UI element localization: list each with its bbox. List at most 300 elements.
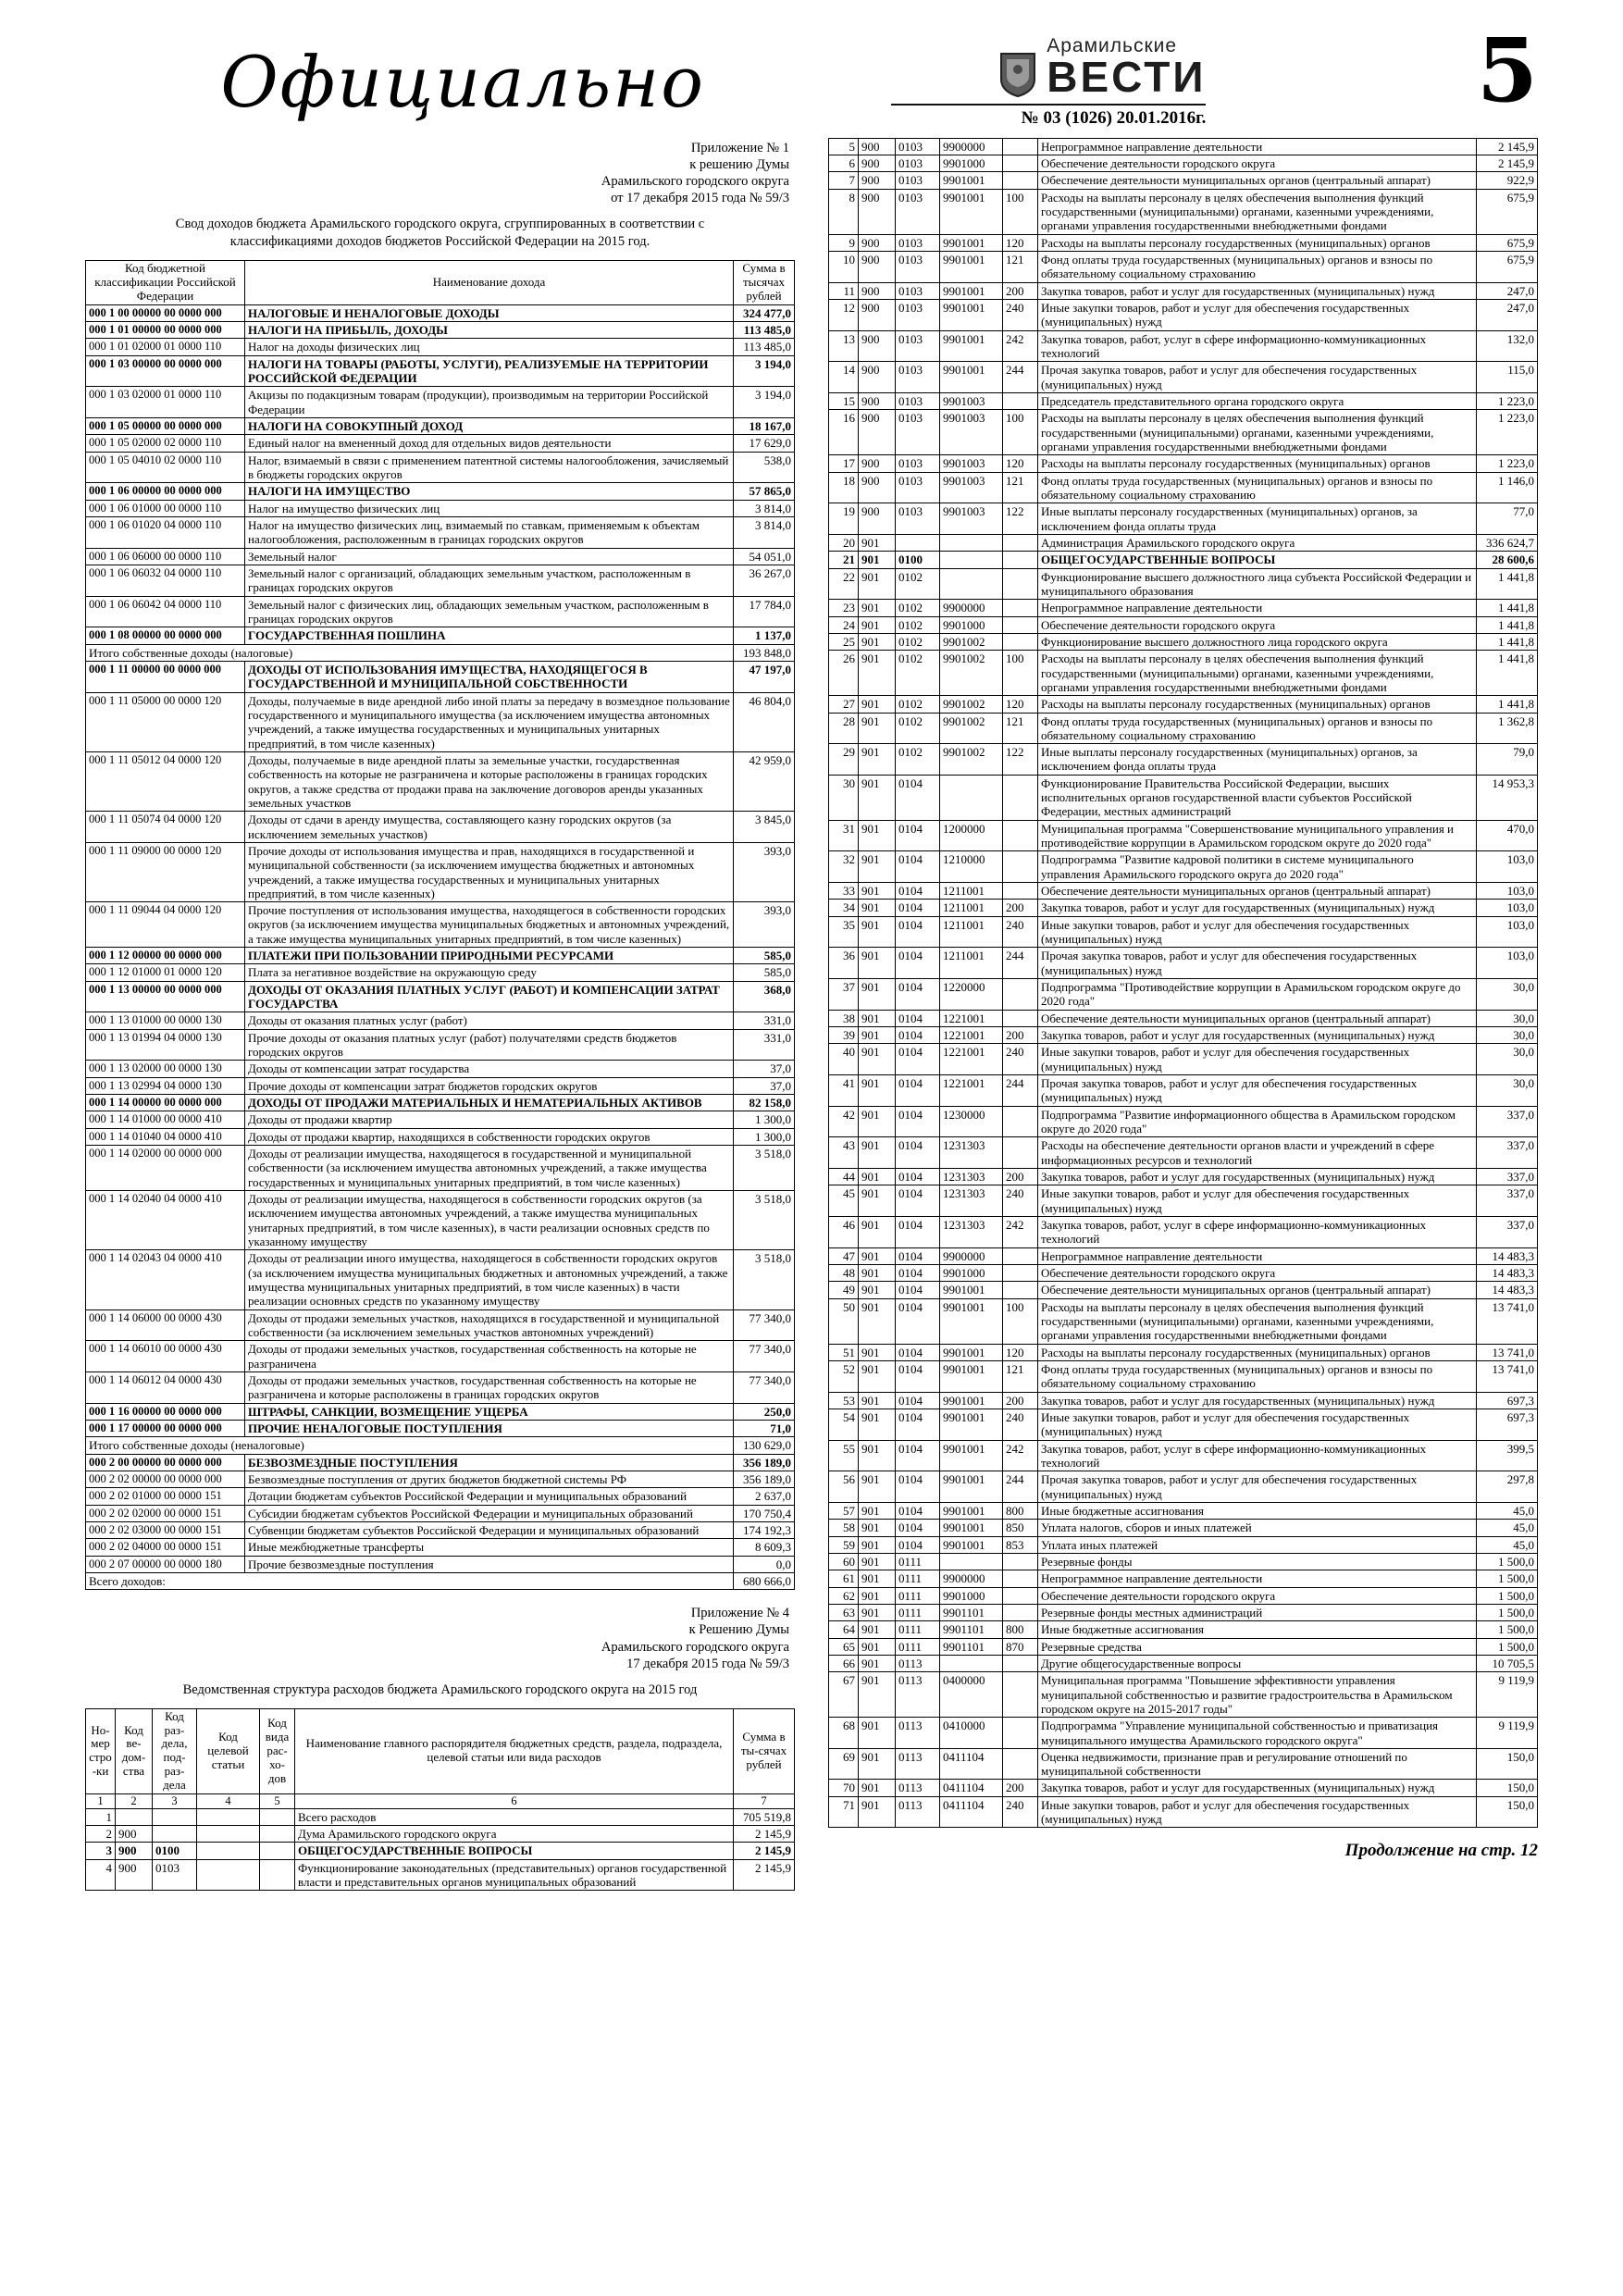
cell: 900 <box>116 1843 153 1859</box>
cell: Закупка товаров, работ и услуг для государственных (муниципальных) нужд <box>1038 1780 1477 1796</box>
appendix1-note <box>85 140 789 207</box>
cell: 9901001 <box>940 251 1003 282</box>
cell: 1211001 <box>940 883 1003 900</box>
cell <box>1003 1587 1038 1604</box>
cell: 1221001 <box>940 1075 1003 1107</box>
cell: 62 <box>829 1587 859 1604</box>
cell: 0104 <box>896 1247 940 1264</box>
cell: Иные межбюджетные трансферты <box>245 1539 734 1556</box>
cell: 9 119,9 <box>1477 1672 1538 1718</box>
cell: 20 <box>829 534 859 551</box>
cell <box>260 1859 295 1891</box>
cell <box>1003 820 1038 851</box>
table-row <box>829 1718 1538 1749</box>
table-row <box>86 1488 795 1505</box>
cell: Прочие безвозмездные поступления <box>245 1556 734 1572</box>
cell: Оценка недвижимости, признание прав и регулирование отношений по муниципальной собственности <box>1038 1748 1477 1780</box>
cell: 150,0 <box>1477 1796 1538 1828</box>
cell: 000 1 13 01994 04 0000 130 <box>86 1029 245 1061</box>
cell: 56 <box>829 1471 859 1503</box>
cell: 850 <box>1003 1520 1038 1536</box>
cell: 29 <box>829 744 859 776</box>
cell: 901 <box>859 616 896 633</box>
table-row <box>86 417 795 434</box>
table-row <box>86 1128 795 1145</box>
cell: 901 <box>859 1672 896 1718</box>
cell: 30,0 <box>1477 979 1538 1011</box>
cell <box>940 1553 1003 1570</box>
cell: 8 <box>829 189 859 234</box>
cell: 1 300,0 <box>734 1128 795 1145</box>
cell: 12 <box>829 299 859 330</box>
cell: 9901001 <box>940 1440 1003 1471</box>
cell: 901 <box>859 820 896 851</box>
cell: 244 <box>1003 948 1038 979</box>
cell <box>1003 851 1038 883</box>
coat-of-arms-icon <box>998 52 1037 98</box>
table-row <box>86 1843 795 1859</box>
table-row <box>86 1572 795 1589</box>
table-row <box>86 1471 795 1487</box>
cell: ОБЩЕГОСУДАРСТВЕННЫЕ ВОПРОСЫ <box>1038 552 1477 568</box>
cell: 697,3 <box>1477 1409 1538 1440</box>
cell: 3 518,0 <box>734 1146 795 1191</box>
cell: 9901001 <box>940 299 1003 330</box>
cell: 9901000 <box>940 155 1003 172</box>
cell: 900 <box>859 503 896 535</box>
cell: 1 441,8 <box>1477 616 1538 633</box>
cell: НАЛОГИ НА ПРИБЫЛЬ, ДОХОДЫ <box>245 322 734 339</box>
cell: 337,0 <box>1477 1137 1538 1169</box>
cell: 113 485,0 <box>734 322 795 339</box>
cell <box>197 1859 260 1891</box>
cell: 103,0 <box>1477 851 1538 883</box>
cell: 1 362,8 <box>1477 713 1538 744</box>
table-row <box>829 155 1538 172</box>
cell: 17 629,0 <box>734 435 795 452</box>
table-row <box>829 1044 1538 1075</box>
expense-table-right-body <box>829 138 1538 1828</box>
cell: Прочая закупка товаров, работ и услуг для обеспечения государственных (муниципальных) нужд <box>1038 1471 1477 1503</box>
cell: 0104 <box>896 1344 940 1360</box>
table-row <box>829 1106 1538 1137</box>
cell <box>1003 1106 1038 1137</box>
cell: 24 <box>829 616 859 633</box>
cell: Иные выплаты персоналу государственных (муниципальных) органов, за исключением фонда оплаты труда <box>1038 503 1477 535</box>
appendix-note-line: 17 декабря 2015 года № 59/3 <box>626 1656 789 1671</box>
cell <box>1003 1718 1038 1749</box>
table-row <box>86 1061 795 1077</box>
cell: 901 <box>859 900 896 916</box>
content-columns <box>85 138 1538 1892</box>
table-row <box>829 600 1538 616</box>
cell: 9901001 <box>940 1392 1003 1409</box>
table-row <box>829 189 1538 234</box>
cell: 3 194,0 <box>734 355 795 387</box>
cell: 60 <box>829 1553 859 1570</box>
cell <box>1003 1137 1038 1169</box>
cell: Итого собственные доходы (налоговые) <box>86 644 734 661</box>
cell: 2 145,9 <box>734 1843 795 1859</box>
cell: 901 <box>859 883 896 900</box>
cell: 8 609,3 <box>734 1539 795 1556</box>
cell: 680 666,0 <box>734 1572 795 1589</box>
cell <box>1003 1247 1038 1264</box>
column-header-celevaya: Код целевой статьи <box>197 1708 260 1794</box>
cell: 9901001 <box>940 1409 1003 1440</box>
table-row <box>829 1298 1538 1344</box>
cell: 9901001 <box>940 1360 1003 1392</box>
cell: Непрограммное направление деятельности <box>1038 1570 1477 1587</box>
cell: 5 <box>829 138 859 155</box>
cell: 1 223,0 <box>1477 455 1538 472</box>
cell: Прочая закупка товаров, работ и услуг для обеспечения государственных (муниципальных) нужд <box>1038 1075 1477 1107</box>
cell: Прочие доходы от компенсации затрат бюджетов городских округов <box>245 1077 734 1094</box>
table-row <box>829 1520 1538 1536</box>
cell: 901 <box>859 534 896 551</box>
cell: 901 <box>859 1796 896 1828</box>
cell: 901 <box>859 552 896 568</box>
cell: 000 1 14 01040 04 0000 410 <box>86 1128 245 1145</box>
cell: 1 500,0 <box>1477 1587 1538 1604</box>
cell: 000 1 14 02040 04 0000 410 <box>86 1191 245 1250</box>
cell: Функционирование законодательных (представительных) органов государственной власти и представительных органов муниципальных образований <box>295 1859 734 1891</box>
cell: Субсидии бюджетам субъектов Российской Федерации и муниципальных образований <box>245 1505 734 1521</box>
table-row <box>829 820 1538 851</box>
cell: 900 <box>859 455 896 472</box>
table-row <box>829 282 1538 299</box>
cell: 122 <box>1003 503 1038 535</box>
cell: 0100 <box>153 1843 197 1859</box>
cell: 9901002 <box>940 744 1003 776</box>
cell: 242 <box>1003 1440 1038 1471</box>
cell: 11 <box>829 282 859 299</box>
cell: 1 146,0 <box>1477 472 1538 503</box>
table-row <box>829 1169 1538 1185</box>
cell: ПЛАТЕЖИ ПРИ ПОЛЬЗОВАНИИ ПРИРОДНЫМИ РЕСУРСАМИ <box>245 948 734 964</box>
cell <box>940 552 1003 568</box>
cell: 240 <box>1003 1185 1038 1217</box>
cell: Всего доходов: <box>86 1572 734 1589</box>
cell: 901 <box>859 1264 896 1281</box>
cell <box>896 534 940 551</box>
cell: 1211001 <box>940 948 1003 979</box>
table-row <box>86 644 795 661</box>
cell: Резервные фонды <box>1038 1553 1477 1570</box>
cell: 0104 <box>896 948 940 979</box>
cell: 13 741,0 <box>1477 1298 1538 1344</box>
table-row <box>829 1587 1538 1604</box>
cell: 0104 <box>896 1502 940 1519</box>
cell: 000 1 14 06010 00 0000 430 <box>86 1341 245 1372</box>
cell: 901 <box>859 1344 896 1360</box>
table-row <box>829 1344 1538 1360</box>
table-row <box>86 1012 795 1029</box>
cell: 41 <box>829 1075 859 1107</box>
table-row <box>86 355 795 387</box>
table-row <box>829 1638 1538 1655</box>
cell: 39 <box>829 1027 859 1044</box>
cell: 901 <box>859 568 896 600</box>
left-column <box>85 138 795 1892</box>
cell: Фонд оплаты труда государственных (муниципальных) органов и взносы по обязательному социальному страхованию <box>1038 251 1477 282</box>
cell: 2 637,0 <box>734 1488 795 1505</box>
column-header-razdel: Код раз-дела, под-раз-дела <box>153 1708 197 1794</box>
cell: 901 <box>859 633 896 650</box>
income-table-body <box>86 304 795 1590</box>
cell: 67 <box>829 1672 859 1718</box>
cell: 901 <box>859 1106 896 1137</box>
appendix-note-line: Арамильского городского округа <box>601 1639 789 1655</box>
cell: 0104 <box>896 900 940 916</box>
cell: 1211001 <box>940 900 1003 916</box>
cell: 900 <box>116 1859 153 1891</box>
cell: 28 <box>829 713 859 744</box>
cell: 9901000 <box>940 616 1003 633</box>
cell: 9 119,9 <box>1477 1718 1538 1749</box>
table-row <box>86 1146 795 1191</box>
cell: 900 <box>859 234 896 251</box>
cell: 1231303 <box>940 1217 1003 1248</box>
cell: 9901001 <box>940 330 1003 362</box>
cell: 37 <box>829 979 859 1011</box>
table-row <box>829 1796 1538 1828</box>
cell: 000 1 16 00000 00 0000 000 <box>86 1403 245 1420</box>
cell: Единый налог на вмененный доход для отдельных видов деятельности <box>245 435 734 452</box>
table-row <box>829 775 1538 820</box>
cell: 000 1 17 00000 00 0000 000 <box>86 1420 245 1436</box>
cell: Иные закупки товаров, работ и услуг для обеспечения государственных (муниципальных) нужд <box>1038 1044 1477 1075</box>
cell: 000 1 12 01000 01 0000 120 <box>86 964 245 981</box>
cell: 705 519,8 <box>734 1808 795 1825</box>
table-row <box>829 568 1538 600</box>
table-row <box>829 1360 1538 1392</box>
cell: 0113 <box>896 1780 940 1796</box>
column-header-sum: Сумма в тысячах рублей <box>734 260 795 304</box>
brand-top <box>891 35 1207 101</box>
cell: Всего расходов <box>295 1808 734 1825</box>
table-row <box>86 981 795 1012</box>
cell: 901 <box>859 1502 896 1519</box>
cell: 193 848,0 <box>734 644 795 661</box>
cell: 0104 <box>896 1264 940 1281</box>
table-row <box>829 1621 1538 1638</box>
cell: 297,8 <box>1477 1471 1538 1503</box>
cell: 45,0 <box>1477 1520 1538 1536</box>
cell: 49 <box>829 1282 859 1298</box>
cell: 240 <box>1003 1044 1038 1075</box>
cell: 9901001 <box>940 1536 1003 1553</box>
cell: Расходы на выплаты персоналу государственных (муниципальных) органов <box>1038 455 1477 472</box>
cell: 68 <box>829 1718 859 1749</box>
cell: Закупка товаров, работ, услуг в сфере информационно-коммуникационных технологий <box>1038 330 1477 362</box>
cell: 000 1 13 02994 04 0000 130 <box>86 1077 245 1094</box>
cell: 7 <box>829 172 859 189</box>
cell <box>197 1808 260 1825</box>
cell: Акцизы по подакцизным товарам (продукции), производимым на территории Российской Федерации <box>245 387 734 418</box>
cell: 0104 <box>896 1027 940 1044</box>
cell: 901 <box>859 1748 896 1780</box>
cell: Плата за негативное воздействие на окружающую среду <box>245 964 734 981</box>
cell: Земельный налог с организаций, обладающих земельным участком, расположенным в границах городских округов <box>245 565 734 596</box>
cell: Обеспечение деятельности городского округа <box>1038 616 1477 633</box>
cell: 45,0 <box>1477 1536 1538 1553</box>
cell: Безвозмездные поступления от других бюджетов бюджетной системы РФ <box>245 1471 734 1487</box>
cell: 45 <box>829 1185 859 1217</box>
cell: Закупка товаров, работ и услуг для государственных (муниципальных) нужд <box>1038 1169 1477 1185</box>
cell: 0102 <box>896 651 940 696</box>
cell: 9901101 <box>940 1638 1003 1655</box>
cell: 9901002 <box>940 633 1003 650</box>
cell: 3 814,0 <box>734 516 795 548</box>
cell: Налог на имущество физических лиц, взимаемый по ставкам, применяемым к объектам налогообложения, расположенным в границах городских округов <box>245 516 734 548</box>
cell: 0103 <box>896 472 940 503</box>
newspaper-brand <box>891 28 1206 129</box>
income-table <box>85 260 795 1590</box>
cell: Расходы на выплаты персоналу в целях обеспечения выполнения функций государственными (муниципальными) органами, казенными учреждениями, органами управления государственными внебюджетными фондами <box>1038 410 1477 455</box>
cell: 13 741,0 <box>1477 1344 1538 1360</box>
table-row <box>86 500 795 516</box>
cell: 113 485,0 <box>734 339 795 355</box>
cell: 1 137,0 <box>734 627 795 644</box>
cell: Подпрограмма "Развитие информационного общества в Арамильском городском округе до 2020 года" <box>1038 1106 1477 1137</box>
cell: 0102 <box>896 744 940 776</box>
cell: 0,0 <box>734 1556 795 1572</box>
cell: 42 <box>829 1106 859 1137</box>
cell: 0104 <box>896 1185 940 1217</box>
cell: Обеспечение деятельности муниципальных органов (центральный аппарат) <box>1038 1282 1477 1298</box>
cell: Фонд оплаты труда государственных (муниципальных) органов и взносы по обязательному социальному страхованию <box>1038 472 1477 503</box>
cell: 36 <box>829 948 859 979</box>
cell: 18 <box>829 472 859 503</box>
cell: 100 <box>1003 1298 1038 1344</box>
cell <box>1003 534 1038 551</box>
table-row <box>829 299 1538 330</box>
cell: 69 <box>829 1748 859 1780</box>
cell: 1 441,8 <box>1477 568 1538 600</box>
cell: 63 <box>829 1604 859 1620</box>
cell: 66 <box>829 1655 859 1671</box>
cell <box>1003 552 1038 568</box>
table-row <box>829 330 1538 362</box>
cell: 9901000 <box>940 1264 1003 1281</box>
cell: 000 2 02 00000 00 0000 000 <box>86 1471 245 1487</box>
table-row <box>829 979 1538 1011</box>
table-row <box>829 1604 1538 1620</box>
cell: ШТРАФЫ, САНКЦИИ, ВОЗМЕЩЕНИЕ УЩЕРБА <box>245 1403 734 1420</box>
cell: 1221001 <box>940 1010 1003 1026</box>
cell: 54 <box>829 1409 859 1440</box>
expense-table-left-body <box>86 1808 795 1891</box>
expense-table-left <box>85 1708 795 1892</box>
cell: 900 <box>859 472 896 503</box>
cell: 1231303 <box>940 1185 1003 1217</box>
cell: 000 1 13 02000 00 0000 130 <box>86 1061 245 1077</box>
cell: 901 <box>859 1185 896 1217</box>
cell: Налог, взимаемый в связи с применением патентной системы налогообложения, зачисляемый в бюджеты городских округов <box>245 452 734 483</box>
table-row <box>829 713 1538 744</box>
cell: 240 <box>1003 1409 1038 1440</box>
cell: 77 340,0 <box>734 1309 795 1341</box>
cell: 22 <box>829 568 859 600</box>
cell <box>1003 1655 1038 1671</box>
cell: 901 <box>859 1075 896 1107</box>
table-row <box>829 1409 1538 1440</box>
cell: Расходы на выплаты персоналу в целях обеспечения выполнения функций государственными (муниципальными) органами, казенными учреждениями, органами управления государственными внебюджетными фондами <box>1038 1298 1477 1344</box>
cell: 901 <box>859 1169 896 1185</box>
table-row <box>829 234 1538 251</box>
table-row <box>86 1077 795 1094</box>
cell: ДОХОДЫ ОТ ПРОДАЖИ МАТЕРИАЛЬНЫХ И НЕМАТЕРИАЛЬНЫХ АКТИВОВ <box>245 1095 734 1111</box>
cell: 240 <box>1003 916 1038 948</box>
cell: 901 <box>859 1392 896 1409</box>
cell: 901 <box>859 1553 896 1570</box>
cell: 1200000 <box>940 820 1003 851</box>
table-row <box>86 842 795 901</box>
cell: 331,0 <box>734 1012 795 1029</box>
cell: Обеспечение деятельности городского округа <box>1038 155 1477 172</box>
cell: 3 518,0 <box>734 1191 795 1250</box>
cell: 393,0 <box>734 902 795 948</box>
table-row <box>829 251 1538 282</box>
cell: 337,0 <box>1477 1169 1538 1185</box>
cell: 14 <box>829 362 859 393</box>
cell: 0113 <box>896 1672 940 1718</box>
table-row <box>829 1502 1538 1519</box>
expense-table-right <box>828 138 1538 1829</box>
cell: 0104 <box>896 1298 940 1344</box>
appendix-note-line: Приложение № 4 <box>690 1606 789 1621</box>
column-number: 3 <box>153 1794 197 1808</box>
cell: 0113 <box>896 1655 940 1671</box>
cell: 0103 <box>896 138 940 155</box>
cell: 3 <box>86 1843 116 1859</box>
cell: 121 <box>1003 251 1038 282</box>
column-header-name: Наименование дохода <box>245 260 734 304</box>
cell: Прочая закупка товаров, работ и услуг для обеспечения государственных (муниципальных) нужд <box>1038 948 1477 979</box>
cell: 0104 <box>896 1409 940 1440</box>
cell: Доходы от оказания платных услуг (работ) <box>245 1012 734 1029</box>
cell: 901 <box>859 1621 896 1638</box>
cell: 2 <box>86 1825 116 1842</box>
cell <box>260 1843 295 1859</box>
cell: 9901001 <box>940 189 1003 234</box>
cell: 0113 <box>896 1748 940 1780</box>
cell: 0104 <box>896 1137 940 1169</box>
cell: 103,0 <box>1477 948 1538 979</box>
cell: Расходы на выплаты персоналу государственных (муниципальных) органов <box>1038 234 1477 251</box>
cell: 4 <box>86 1859 116 1891</box>
table-row <box>829 1185 1538 1217</box>
table-row <box>829 633 1538 650</box>
cell: 1231303 <box>940 1137 1003 1169</box>
cell: ПРОЧИЕ НЕНАЛОГОВЫЕ ПОСТУПЛЕНИЯ <box>245 1420 734 1436</box>
cell: Закупка товаров, работ, услуг в сфере информационно-коммуникационных технологий <box>1038 1440 1477 1471</box>
cell: 0103 <box>153 1859 197 1891</box>
cell: 1220000 <box>940 979 1003 1011</box>
cell: 240 <box>1003 1796 1038 1828</box>
table-row <box>829 900 1538 916</box>
continuation-note: Продолжение на стр. 12 <box>1344 1841 1538 1861</box>
cell: 0103 <box>896 299 940 330</box>
cell: 900 <box>859 251 896 282</box>
cell: 331,0 <box>734 1029 795 1061</box>
table-row <box>86 1505 795 1521</box>
table-row <box>86 627 795 644</box>
cell <box>197 1825 260 1842</box>
cell: 901 <box>859 1587 896 1604</box>
cell: Доходы от реализации имущества, находящегося в государственной и муниципальной собственности (за исключением имущества автономных учреждений, а также имущества государственных и муниципальных унитарных предприятий, в том числе казенных) <box>245 1146 734 1191</box>
